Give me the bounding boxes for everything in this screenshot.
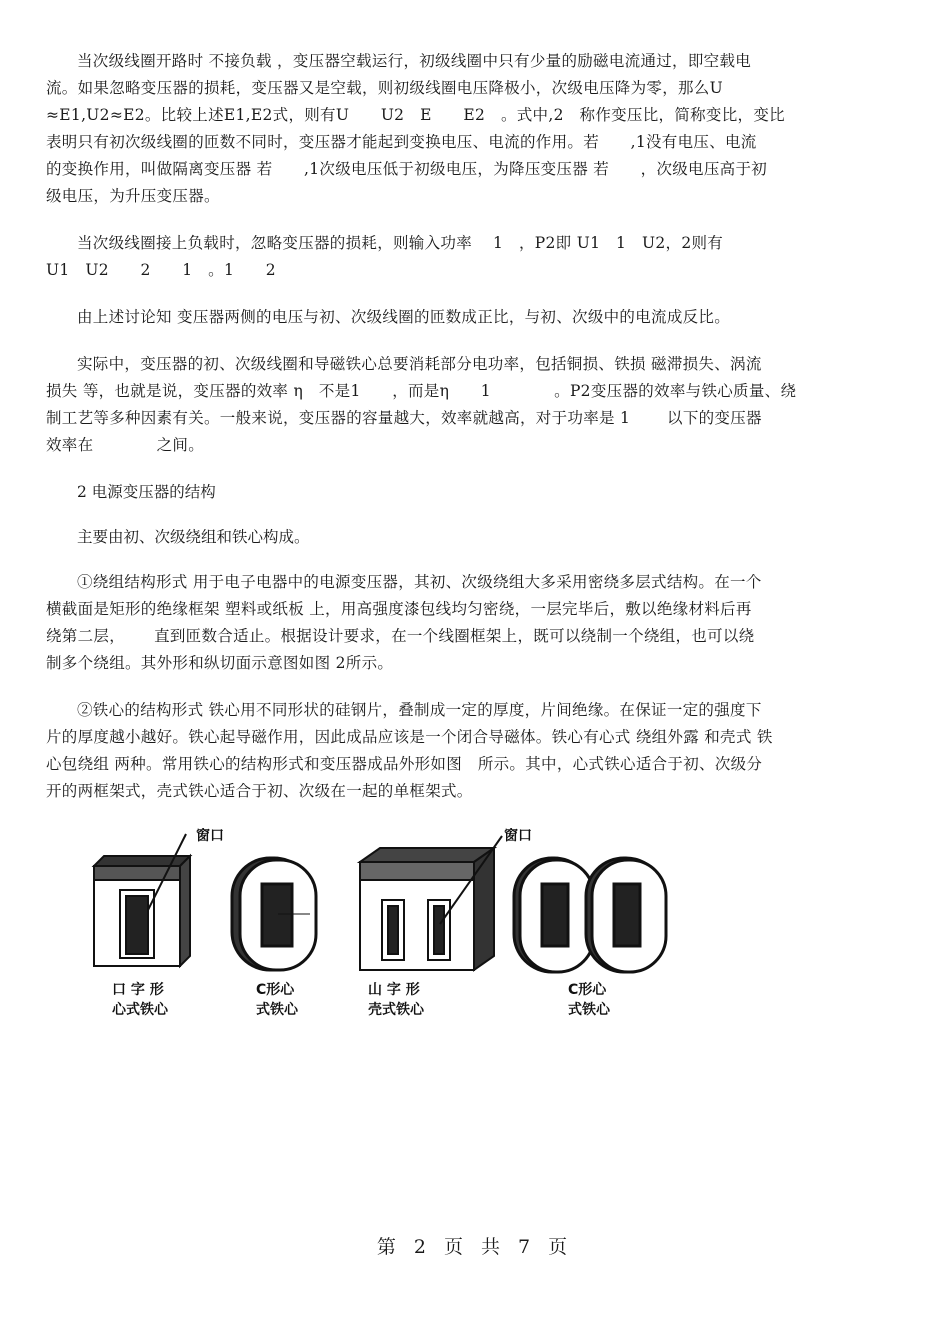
paragraph-no-load: 当次级线圈开路时 不接负载 ，变压器空载运行，初级线圈中只有少量的励磁电流通过，即空载电 流。如果忽略变压器的损耗，变压器又是空载，则初级线圈电压降极小，次级电压降为零，那么U ≈E1,U2≈E2。比较上述E1,E2式，则有U U2 E E2 。式中,2 称作变压比，简称变比，变比 表明只有初次级线圈的匝数不同时，变压器才能起到变换电压、电流的作用。若 ,1没有电压、电流 的变换作用，叫做隔离变压器 若 ,1次级电压低于初级电压，为降压变压器 若 ，次级电压高于初 级电压，为升压变压器。 bbox=[46, 52, 785, 205]
section-intro: 主要由初、次级绕组和铁心构成。 bbox=[77, 528, 310, 546]
paragraph-conclusion: 由上述讨论知 变压器两侧的电压与初、次级线圈的匝数成正比，与初、次级中的电流成反比。 bbox=[77, 308, 731, 326]
section-heading: 2 电源变压器的结构 bbox=[77, 483, 216, 501]
caption-2-line2: 式铁心 bbox=[256, 1002, 298, 1018]
e-core-drawing bbox=[360, 836, 502, 970]
caption-3-line1: 山 字 形 bbox=[368, 982, 420, 998]
square-core-drawing bbox=[94, 834, 190, 966]
window-label-1: 窗口 bbox=[196, 828, 224, 844]
page-footer: 第 2 页 共 7 页 bbox=[376, 1236, 574, 1258]
caption-4-line1: C形心 bbox=[568, 982, 607, 998]
paragraph-efficiency: 实际中，变压器的初、次级线圈和导磁铁心总要消耗部分电功率，包括铜损、铁损 磁滞损失、涡流 损失 等，也就是说，变压器的效率 η 不是1 ，而是η 1 。P2变压器的效率与铁心质量、绕 制工艺等多种因素有关。一般来说，变压器的容量越大，效率就越高，对于功率是 1 以下的变压器 效率在 之间。 bbox=[46, 355, 797, 454]
caption-1-line2: 心式铁心 bbox=[112, 1002, 168, 1018]
caption-1-line1: 口 字 形 bbox=[112, 982, 164, 998]
paragraph-core: ②铁心的结构形式 铁心用不同形状的硅钢片，叠制成一定的厚度，片间绝缘。在保证一定的强度下 片的厚度越小越好。铁心起导磁作用，因此成品应该是一个闭合导磁体。铁心有心式 绕组外露 和壳式 铁 心包绕组 两种。常用铁心的结构形式和变压器成品外形如图 所示。其中，心式铁心适合于初、次级分 开的两框架式，壳式铁心适合于初、次级在一起的单框架式。 bbox=[46, 701, 773, 800]
caption-2-line1: C形心 bbox=[256, 982, 295, 998]
caption-3-line2: 壳式铁心 bbox=[368, 1002, 424, 1018]
paragraph-with-load: 当次级线圈接上负载时，忽略变压器的损耗，则输入功率 1 ，P2即 U1 1 U2，2则有 U1 U2 2 1 。1 2 bbox=[46, 234, 724, 279]
caption-4-line2: 式铁心 bbox=[568, 1002, 610, 1018]
transformer-core-figure bbox=[90, 828, 670, 1028]
core-illustrations bbox=[90, 828, 670, 1028]
c-core-drawing-1 bbox=[232, 858, 316, 970]
document-body bbox=[46, 48, 912, 825]
paragraph-winding: ①绕组结构形式 用于电子电器中的电源变压器，其初、次级绕组大多采用密绕多层式结构。在一个 横截面是矩形的绝缘框架 塑料或纸板 上，用高强度漆包线均匀密绕，一层完毕后，敷以绝缘材料后再 绕第二层， 直到匝数合适止。根据设计要求，在一个线圈框架上，既可以绕制一个绕组，也可以绕 制多个绕组。其外形和纵切面示意图如图 2所示。 bbox=[46, 573, 762, 672]
window-label-2: 窗口 bbox=[504, 828, 532, 844]
c-core-drawing-2 bbox=[514, 858, 666, 972]
